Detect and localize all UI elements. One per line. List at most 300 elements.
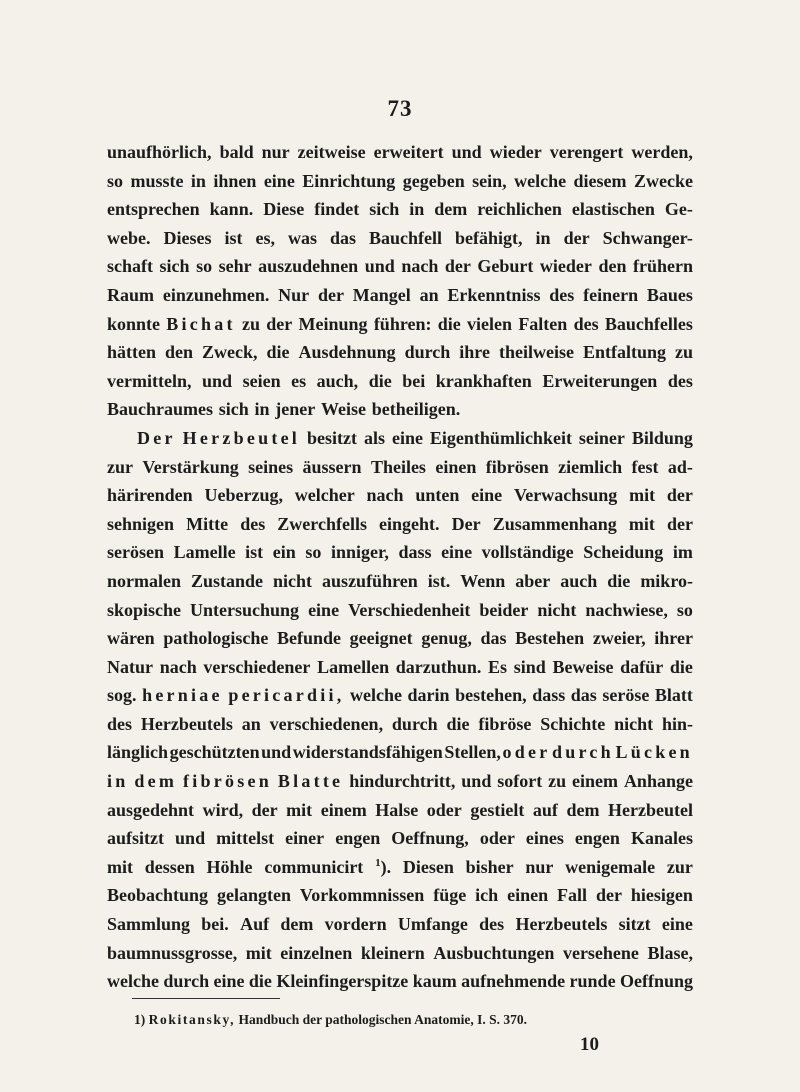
word: eines (525, 828, 564, 849)
word: wenigemale (565, 856, 656, 877)
word: unten (415, 485, 460, 506)
word: Auf (240, 914, 270, 935)
word: was (288, 227, 318, 248)
word: in (254, 399, 270, 420)
word: Beobachtung (107, 885, 209, 906)
word: Kleinfingerspitze (276, 971, 409, 992)
word: durch (552, 742, 614, 763)
word: nur (525, 856, 554, 877)
word: nach (159, 656, 197, 677)
word: mit (628, 513, 655, 534)
word: vermitteln, (107, 370, 192, 391)
word: härirenden (107, 485, 193, 506)
word: genug, (421, 628, 472, 649)
word: darzuthun. (395, 656, 482, 677)
word: reichlichen (477, 199, 562, 220)
word: die (446, 713, 470, 734)
word: Ausbuchtungen (433, 942, 555, 963)
word: pericardii, (228, 685, 345, 706)
word: wird, (202, 799, 244, 820)
text-line (107, 881, 693, 910)
word: dem (280, 914, 314, 935)
word: elastischen (571, 199, 655, 220)
word: des (667, 370, 693, 391)
word: Fall (557, 885, 588, 906)
body-text (107, 138, 693, 996)
word: in (535, 227, 551, 248)
word: pathologische (163, 628, 269, 649)
word: fest (631, 456, 659, 477)
word: Kanales (630, 828, 693, 849)
word: befähigt, (455, 227, 523, 248)
word: Lamelle (173, 542, 236, 563)
word: vordern (324, 914, 387, 935)
word: bei. (201, 914, 229, 935)
word: seröse (602, 685, 650, 706)
word: des (479, 914, 505, 935)
word: geschützten (169, 742, 260, 763)
text-line (107, 796, 693, 825)
word: Zwecke (633, 170, 693, 191)
word: eine (263, 170, 295, 191)
word: Herzbeutels (140, 713, 233, 734)
word: und (202, 370, 233, 391)
word: seines (248, 456, 294, 477)
word: sind (513, 656, 546, 677)
word: eine (661, 914, 693, 935)
word: durch (163, 971, 210, 992)
word: es (291, 370, 307, 391)
footnote-divider (132, 998, 280, 999)
word: die (437, 313, 461, 334)
text-line (107, 681, 693, 710)
word: Verstärkung (142, 456, 239, 477)
text-line (107, 424, 693, 453)
word: der (666, 485, 693, 506)
word: nachwiese, (585, 599, 668, 620)
word: welche (350, 685, 402, 706)
word: dessen (144, 856, 195, 877)
text-line (107, 138, 693, 167)
word: an (241, 713, 261, 734)
word: Mitte (186, 513, 229, 534)
word: oder (426, 799, 462, 820)
word: sofort (497, 771, 543, 792)
word: auch (560, 570, 598, 591)
word: Bauchfell (369, 227, 443, 248)
word: verschiedener (203, 656, 311, 677)
word: Erweiterungen (542, 370, 658, 391)
text-line (107, 252, 693, 281)
word: beider (479, 599, 529, 620)
text-line (107, 167, 693, 196)
word: so (676, 599, 693, 620)
word: Es (488, 656, 508, 677)
page-number: 73 (387, 96, 413, 121)
word: seiner (578, 427, 625, 448)
word: führen: (373, 313, 432, 334)
word: wieder (539, 256, 592, 277)
word: webe. (107, 227, 151, 248)
word: in (409, 199, 425, 220)
word: der (444, 256, 471, 277)
word: Verwachsung (513, 485, 618, 506)
word: einen (507, 885, 549, 906)
text-line (107, 510, 693, 539)
word: aufnehmende (461, 971, 566, 992)
text-line (107, 224, 693, 253)
word: zu (548, 771, 567, 792)
word: Der (451, 513, 481, 534)
word: Mangel (352, 284, 411, 305)
text-line (107, 767, 693, 796)
word: der (595, 885, 622, 906)
word: des (549, 284, 575, 305)
word: der (317, 284, 344, 305)
word: an (419, 284, 439, 305)
word: baumnussgrosse, (107, 942, 238, 963)
word: bestehen, (455, 685, 527, 706)
word: Blatte (277, 771, 344, 792)
word: mit (629, 485, 656, 506)
word: wieder (489, 142, 542, 162)
word: in (190, 170, 206, 191)
word: verschiedenen, (269, 713, 384, 734)
word: ausgedehnt (107, 799, 195, 820)
word: zur (107, 456, 133, 477)
word: äussern (302, 456, 362, 477)
word: ihnen (213, 170, 257, 191)
word: Entfaltung (582, 342, 666, 363)
text-line (107, 624, 693, 653)
word: einem (320, 799, 367, 820)
word: zu (674, 342, 693, 363)
word: diesem (573, 170, 627, 191)
word: sich (159, 256, 190, 277)
word: erweitert (373, 142, 444, 162)
word: nicht (537, 599, 577, 620)
word: und (364, 256, 395, 277)
word: fibrösen (485, 456, 549, 477)
word: Lamellen (317, 656, 390, 677)
word: durch (404, 342, 451, 363)
word: schaft (107, 256, 153, 277)
word: Blase, (647, 942, 693, 963)
word: Der (137, 427, 176, 448)
word: gelangten (216, 885, 291, 906)
word: seien (242, 370, 281, 391)
word: die (368, 370, 392, 391)
word: sein, (472, 170, 507, 191)
word: gegeben (402, 170, 465, 191)
word: findet (314, 199, 360, 220)
word: dass (398, 542, 432, 563)
word: Stellen, (444, 742, 501, 763)
word: Anhange (623, 771, 693, 792)
word: Bauchfelles (604, 313, 693, 334)
word: Meinung (298, 313, 368, 334)
word: Beweise (552, 656, 614, 677)
word: Halse (375, 799, 419, 820)
word: welche (107, 971, 159, 992)
word: einzelnen (280, 942, 353, 963)
word: im (672, 542, 693, 563)
word: eine (308, 599, 340, 620)
word: hindurchtritt, (349, 771, 456, 792)
word: Ausdehnung (298, 342, 396, 363)
word: Falten (518, 313, 568, 334)
word: normalen (107, 570, 181, 591)
word: des (573, 313, 599, 334)
word: auf (532, 799, 558, 820)
word: Zustande (191, 570, 264, 591)
word: Erkenntniss (447, 284, 541, 305)
word: Eigenthümlichkeit (429, 427, 572, 448)
word: sitzt (618, 914, 651, 935)
word: unaufhörlich, (107, 142, 212, 162)
text-line (107, 310, 693, 339)
word: Schichte (540, 713, 606, 734)
word: Blatt (654, 685, 693, 706)
word: Theiles (370, 456, 426, 477)
word: auszudehnen (258, 256, 359, 277)
word: kann. (209, 199, 254, 220)
word: auszuführen (322, 570, 418, 591)
word: sog. (107, 685, 137, 706)
word: inniger, (330, 542, 389, 563)
word: communicirt (264, 856, 364, 877)
word: fibröse (478, 713, 532, 734)
word: ist (245, 542, 264, 563)
word: und (461, 771, 492, 792)
word: Ueberzug, (204, 485, 283, 506)
word: jener (275, 399, 316, 420)
word: $^1$). (375, 856, 392, 877)
word: runde (569, 971, 616, 992)
word: bisher (465, 856, 514, 877)
word: besitzt (307, 427, 357, 448)
word: Baues (646, 284, 693, 305)
word: das (330, 227, 357, 248)
word: sich (218, 399, 249, 420)
footnote-author: Rokitansky, (148, 1012, 236, 1027)
word: mittelst (216, 828, 275, 849)
word: fibrösen (183, 771, 272, 792)
word: vollständige (481, 542, 574, 563)
text-line (107, 653, 693, 682)
text-line (107, 453, 693, 482)
word: dafür (620, 656, 664, 677)
text-line (107, 195, 693, 224)
word: es, (255, 227, 275, 248)
word: aufsitzt (107, 828, 164, 849)
word: betheiligen. (371, 399, 461, 420)
word: nach (401, 256, 439, 277)
text-line (107, 967, 693, 996)
word: wären (107, 628, 155, 649)
word: ein (272, 542, 296, 563)
word: und (451, 142, 482, 162)
footnote-text: Handbuch der pathologischen Anatomie, I. S. 370. (238, 1012, 528, 1027)
word: hin- (661, 713, 693, 734)
footnote (134, 1012, 527, 1028)
word: Untersuchung (190, 599, 300, 620)
word: Zwerchfells (277, 513, 367, 534)
word: skopische (107, 599, 182, 620)
word: darin (407, 685, 450, 706)
word: Schwanger- (602, 227, 693, 248)
text-line (107, 395, 693, 424)
word: eine (213, 971, 245, 992)
word: Natur (107, 656, 153, 677)
word: werden, (631, 142, 693, 162)
word: gestielt (470, 799, 525, 820)
word: Bichat (166, 313, 236, 334)
footnote-marker: 1) (134, 1012, 146, 1027)
word: die (607, 570, 631, 591)
word: engen (574, 828, 620, 849)
word: konnte (107, 313, 161, 334)
word: nicht (614, 713, 654, 734)
word: ist. (427, 570, 451, 591)
word: so (107, 170, 124, 191)
word: der (666, 513, 693, 534)
word: sich (369, 199, 400, 220)
word: mikro- (640, 570, 693, 591)
word: versehene (562, 942, 639, 963)
word: das (480, 628, 507, 649)
word: einem (572, 771, 619, 792)
word: dem (134, 771, 178, 792)
text-line (107, 824, 693, 853)
word: welcher (294, 485, 355, 506)
word: vielen (467, 313, 513, 334)
word: mit (245, 942, 272, 963)
word: und (175, 828, 206, 849)
word: feinern (583, 284, 639, 305)
word: Oeffnung (619, 971, 693, 992)
word: frühern (632, 256, 693, 277)
word: das (570, 685, 597, 706)
word: als (363, 427, 385, 448)
word: zweier, (592, 628, 646, 649)
word: verengert (549, 142, 624, 162)
word: bald (219, 142, 254, 162)
word: mit (286, 799, 313, 820)
word: kaum (412, 971, 457, 992)
word: in (107, 771, 129, 792)
word: der (251, 799, 278, 820)
text-line (107, 939, 693, 968)
word: entsprechen (107, 199, 200, 220)
text-line (107, 853, 693, 882)
word: durch (391, 713, 438, 734)
word: die (669, 656, 693, 677)
word: oder (479, 828, 515, 849)
word: ziemlich (558, 456, 623, 477)
word: nur (261, 142, 290, 162)
word: Herzbeutel (607, 799, 693, 820)
word: Einrichtung (302, 170, 396, 191)
word: der (563, 227, 590, 248)
word: Nur (278, 284, 310, 305)
word: ihre (459, 342, 490, 363)
word: Befunde (277, 628, 342, 649)
word: oder (502, 742, 551, 763)
word: herniae (142, 685, 223, 706)
word: geeignet (349, 628, 413, 649)
text-line (107, 567, 693, 596)
text-line (107, 538, 693, 567)
word: so (196, 256, 213, 277)
text-line (107, 596, 693, 625)
word: krankhaften (435, 370, 532, 391)
word: Oeffnung, (391, 828, 469, 849)
word: Diesen (402, 856, 454, 877)
word: Diese (263, 199, 305, 220)
word: welche (514, 170, 567, 191)
word: nach (366, 485, 404, 506)
word: füge (433, 885, 467, 906)
word: dem (434, 199, 468, 220)
word: die (266, 342, 290, 363)
text-line (107, 910, 693, 939)
word: sehr (218, 256, 252, 277)
word: Geburt (477, 256, 534, 277)
word: ist (224, 227, 243, 248)
word: den (165, 342, 194, 363)
word: Herzbeutel (182, 427, 301, 448)
word: den (598, 256, 627, 277)
word: Verschiedenheit (348, 599, 471, 620)
word: eine (471, 485, 503, 506)
word: des (240, 513, 266, 534)
text-line (107, 281, 693, 310)
word: widerstandsfähigen (292, 742, 443, 763)
word: nicht (273, 570, 313, 591)
text-line (107, 738, 693, 767)
word: Zusammenhang (492, 513, 617, 534)
word: musste (130, 170, 184, 191)
word: länglich (107, 742, 169, 763)
word: dem (566, 799, 600, 820)
word: ihrer (654, 628, 693, 649)
word: einen (435, 456, 477, 477)
word: Wenn (460, 570, 506, 591)
word: mit (107, 856, 133, 877)
word: theilweise (498, 342, 574, 363)
word: Bildung (631, 427, 693, 448)
word: sehnigen (107, 513, 175, 534)
text-line (107, 481, 693, 510)
word: Bestehen (515, 628, 585, 649)
word: bei (402, 370, 426, 391)
word: auch, (316, 370, 359, 391)
word: Ge- (664, 199, 693, 220)
word: Dieses (163, 227, 212, 248)
printer-signature: 10 (580, 1034, 599, 1055)
word: einer (285, 828, 325, 849)
word: serösen (107, 542, 164, 563)
word: kleinern (360, 942, 425, 963)
word: einzunehmen. (162, 284, 270, 305)
word: und (261, 742, 292, 763)
word: Vorkommnissen (299, 885, 425, 906)
word: Höhle (206, 856, 253, 877)
word: zeitweise (297, 142, 366, 162)
word: Sammlung (107, 914, 191, 935)
word: ad- (667, 456, 693, 477)
